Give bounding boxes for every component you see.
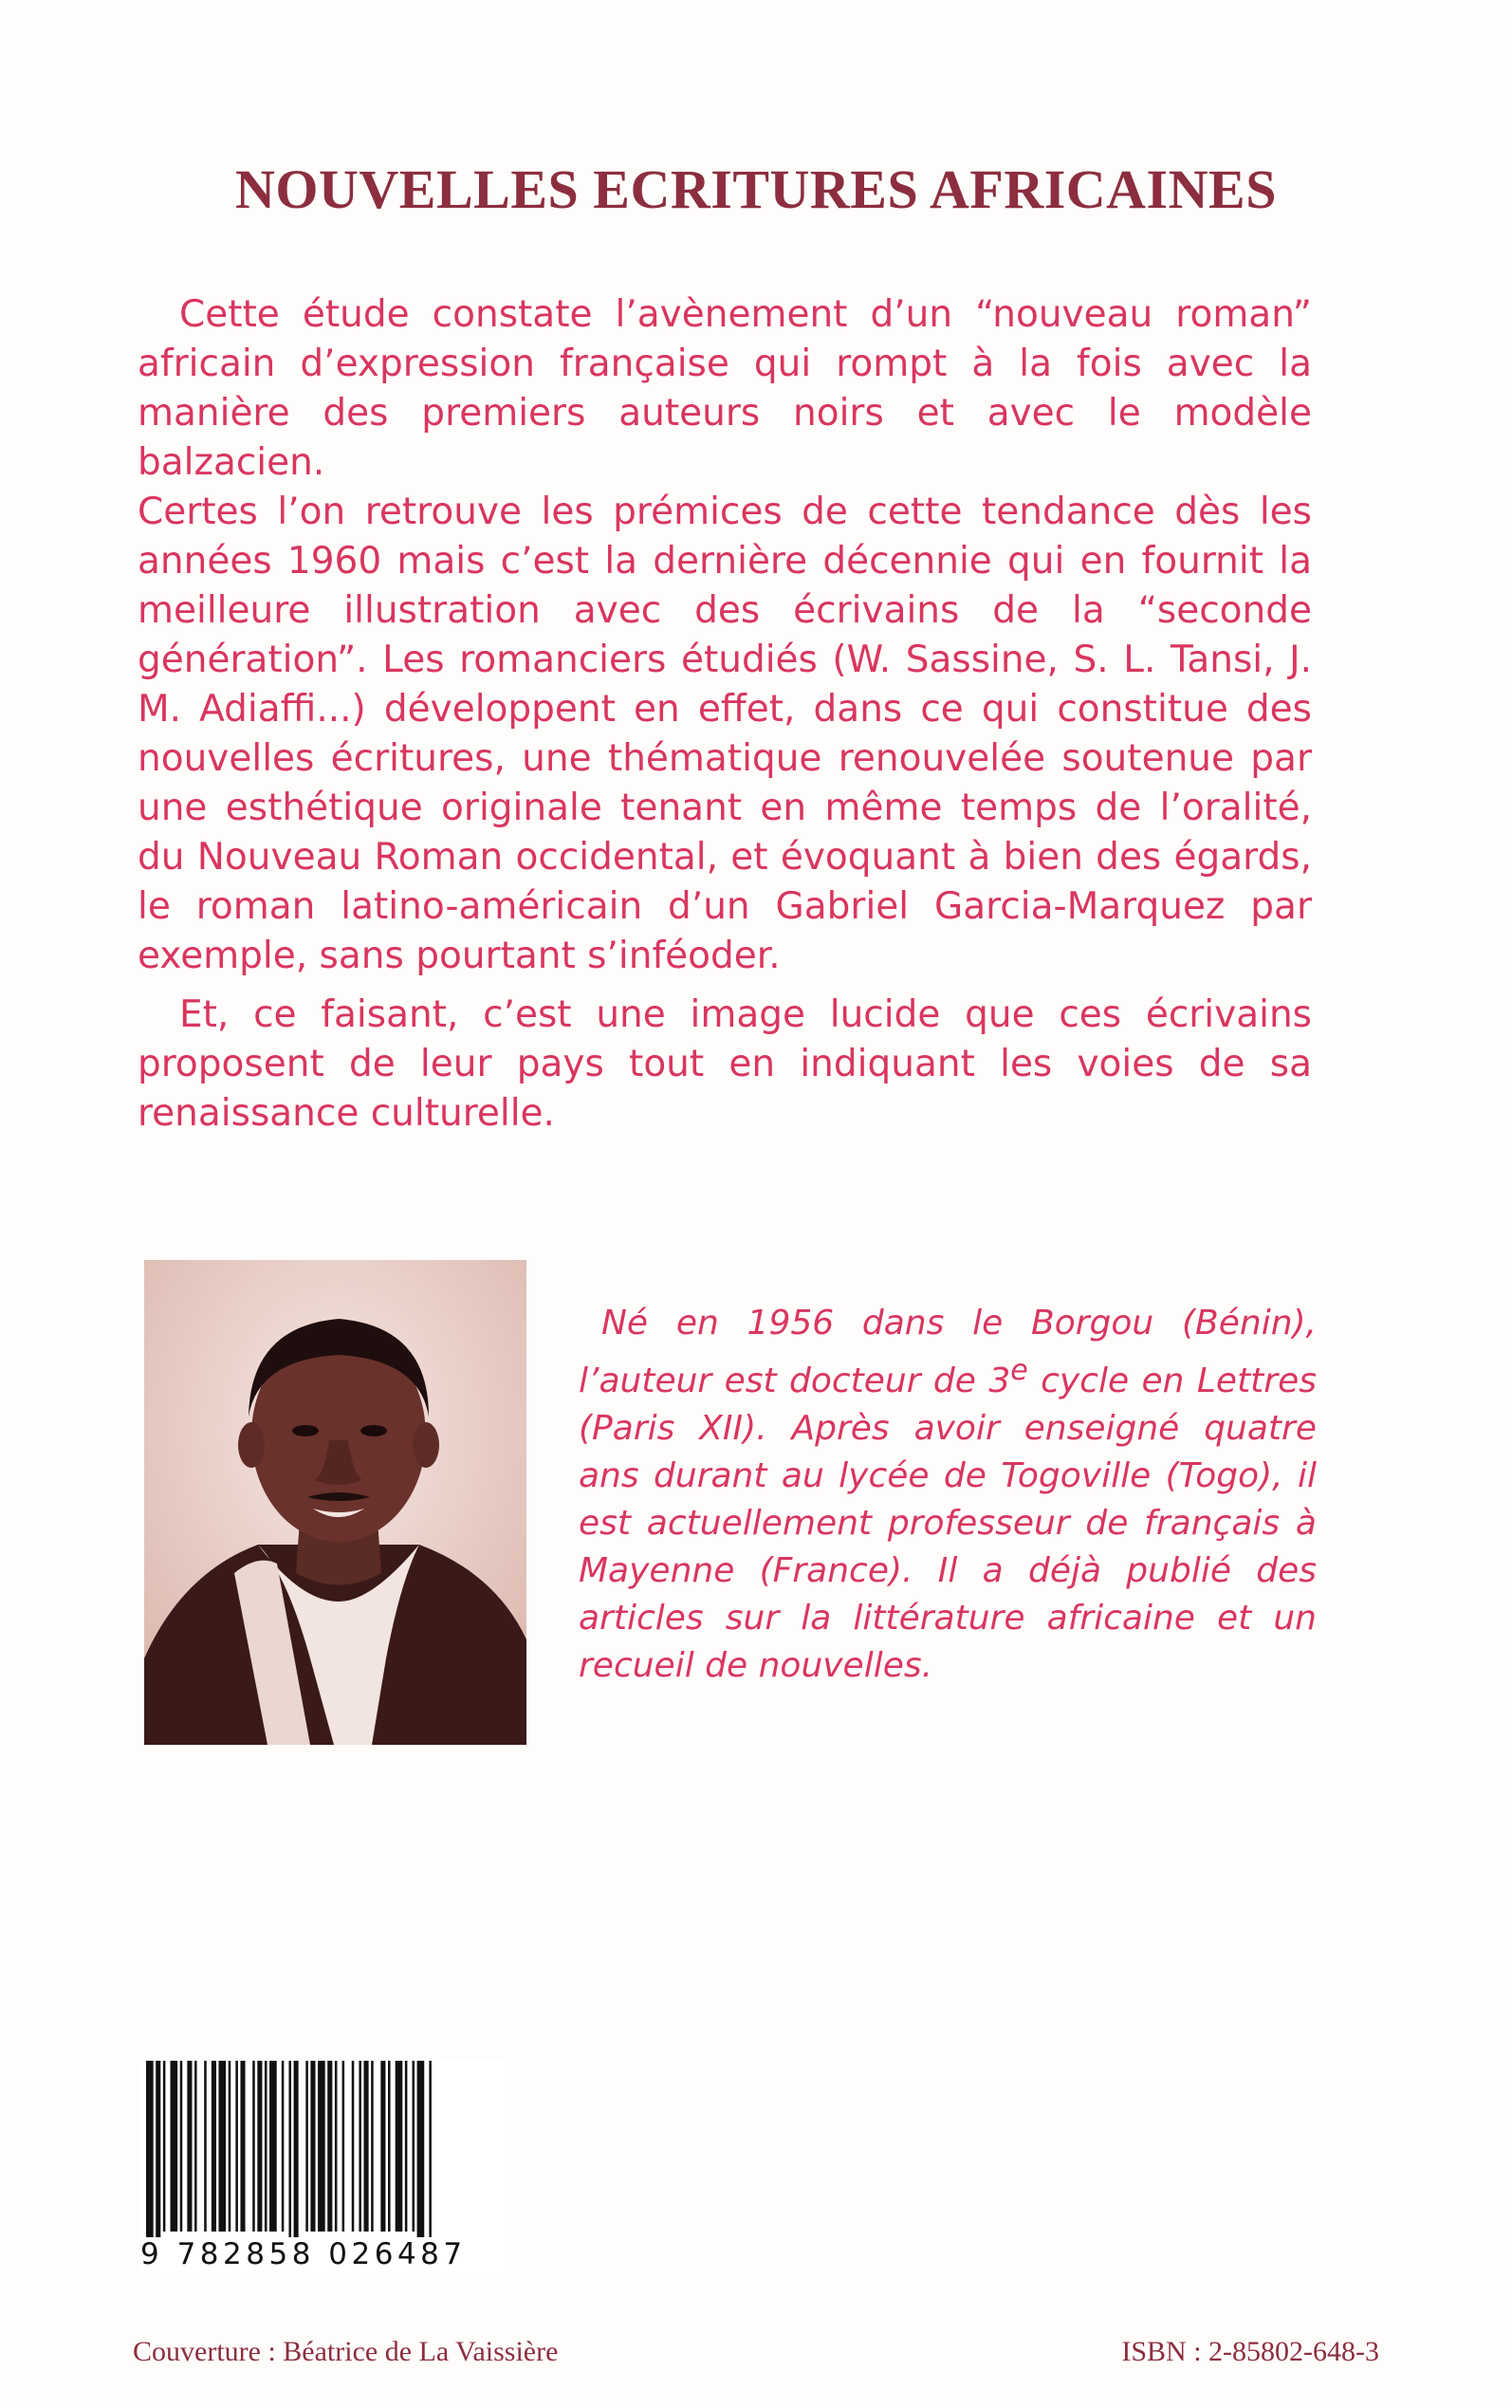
barcode-bar <box>180 2061 183 2232</box>
barcode-bar <box>294 2061 299 2237</box>
isbn-barcode <box>140 2061 510 2273</box>
barcode-bar <box>204 2061 207 2232</box>
barcode-bar <box>288 2061 291 2237</box>
barcode-bar <box>257 2061 262 2232</box>
barcode-bar <box>187 2061 192 2232</box>
barcode-bar <box>240 2061 245 2232</box>
barcode-bar <box>352 2061 355 2232</box>
barcode-bar <box>380 2061 385 2232</box>
barcode-bar <box>364 2061 369 2232</box>
barcode-bar <box>305 2061 308 2232</box>
barcode-bar <box>269 2061 277 2232</box>
bio-superscript: e <box>1010 1354 1028 1387</box>
barcode-bar <box>229 2061 231 2232</box>
barcode-bar <box>327 2061 332 2232</box>
summary-paragraph-2: Certes l’on retrouve les prémices de cette tendance dès les années 1960 mais c’est la dernière décennie qui en fournit la meilleure illustration avec des écrivains de la “seconde génération”. Les romanciers étudiés (W. Sassine, S. L. Tansi, J. M. Adiaffi...) développent en effet, dans ce qui constitue des nouvelles écritures, une thématique renouvelée soutenue par une esthétique originale tenant en même temps de l’oralité, du Nouveau Roman occidental, et évoquant à bien des égards, le roman latino-américain d’un Gabriel Garcia-Marquez par exemple, sans pourtant s’inféoder. <box>138 491 1312 977</box>
summary-paragraph-1: Cette étude constate l’avènement d’un “nouveau roman” africain d’expression française qui rompt à la fois avec la manière des premiers auteurs noirs et avec le modèle balzacien. <box>138 293 1312 484</box>
barcode-bar <box>146 2061 154 2237</box>
author-biography <box>579 1300 1317 1690</box>
barcode-bar <box>371 2061 374 2232</box>
author-bio-text <box>579 1300 1317 1690</box>
barcode-bar <box>413 2061 415 2232</box>
bio-text-part-2: cycle en Lettres (Paris XII). Après avoir enseigné quatre ans durant au lycée de Togoville (Togo), il est actuellement professeur de français à Mayenne (France). Il a déjà publié des articles sur la littérature africaine et un recueil de nouvelles. <box>579 1361 1318 1685</box>
page-title: NOUVELLES ECRITURES AFRICAINES <box>235 158 1277 220</box>
barcode-bar <box>194 2061 197 2232</box>
barcode-bar <box>405 2061 408 2232</box>
isbn-number: ISBN : 2-85802-648-3 <box>1121 2336 1379 2367</box>
cover-credit: Couverture : Béatrice de La Vaissière <box>133 2336 559 2367</box>
barcode-bars <box>140 2061 510 2237</box>
barcode-bar <box>252 2061 255 2232</box>
barcode-bar <box>318 2061 325 2232</box>
barcode-bar <box>171 2061 178 2232</box>
barcode-bar <box>396 2061 403 2232</box>
summary-paragraph-3: Et, ce faisant, c’est une image lucide que ces écrivains proposent de leur pays tout en indiquant les voies de sa renaissance culturelle. <box>138 993 1312 1135</box>
barcode-bar <box>359 2061 361 2232</box>
bio-text-part-1: Né en 1956 dans le Borgou (Bénin), l’auteur est docteur de 3 <box>579 1304 1317 1400</box>
author-photo <box>144 1260 526 1745</box>
barcode-bar <box>342 2061 345 2232</box>
barcode-bar <box>219 2061 227 2232</box>
barcode-bar <box>417 2061 425 2237</box>
barcode-bar <box>235 2061 238 2232</box>
barcode-bar <box>335 2061 338 2232</box>
author-portrait-image <box>144 1260 526 1745</box>
barcode-bar <box>282 2061 285 2232</box>
back-cover-summary <box>138 290 1312 1139</box>
barcode-bar <box>163 2061 166 2232</box>
barcode-bar <box>212 2061 216 2232</box>
barcode-bar <box>429 2061 432 2237</box>
barcode-bar <box>388 2061 391 2232</box>
barcode-bar <box>265 2061 267 2232</box>
barcode-bar <box>156 2061 160 2237</box>
barcode-digits: 9 782858 026487 <box>140 2237 467 2271</box>
barcode-bar <box>310 2061 315 2232</box>
